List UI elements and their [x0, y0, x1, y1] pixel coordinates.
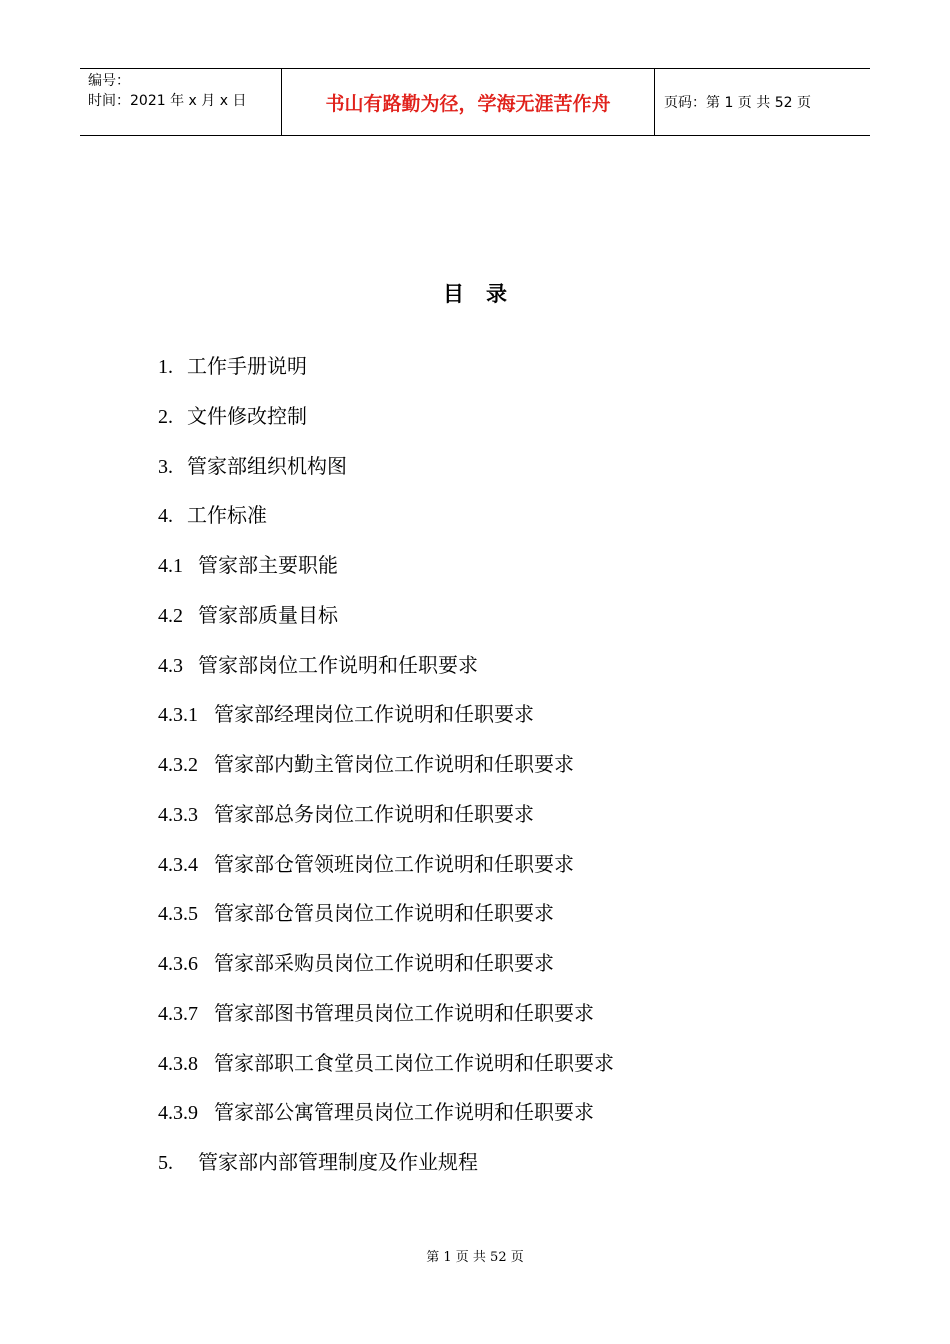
toc-item[interactable]: [158, 352, 614, 402]
toc-item-number: 4.3.6: [158, 953, 198, 975]
header-motto: 书山有路勤为径，学海无涯苦作舟: [282, 69, 655, 135]
toc-item-label: 管家部仓管员岗位工作说明和任职要求: [214, 901, 554, 926]
toc-item-label: 工作手册说明: [187, 354, 307, 378]
toc-item[interactable]: [158, 601, 614, 651]
toc-item-label: 管家部质量目标: [198, 602, 338, 627]
header-meta: [80, 69, 282, 135]
toc-item-label: 管家部经理岗位工作说明和任职要求: [214, 702, 534, 727]
toc-item[interactable]: [158, 651, 614, 701]
toc-item-number: 3.: [158, 455, 173, 478]
toc-item-label: 管家部内部管理制度及作业规程: [198, 1150, 478, 1174]
toc-item-label: 管家部职工食堂员工岗位工作说明和任职要求: [214, 1050, 614, 1075]
toc-item-label: 管家部图书管理员岗位工作说明和任职要求: [214, 1000, 594, 1025]
toc-item-label: 文件修改控制: [187, 403, 307, 428]
toc-item-number: 5.: [158, 1152, 173, 1174]
toc-item-label: 管家部主要职能: [198, 553, 338, 577]
toc-item-number: 4.3.1: [158, 704, 198, 727]
header-page-info: 页码：第 1 页 共 52 页: [664, 95, 811, 111]
document-time-label: 时间：2021 年 x 月 x 日: [88, 93, 247, 109]
toc-item[interactable]: [158, 850, 614, 900]
toc-item-number: 4.3.8: [158, 1052, 198, 1075]
toc-item-number: 4.3.9: [158, 1102, 198, 1125]
toc-item-label: 管家部组织机构图: [187, 453, 347, 478]
table-of-contents: [158, 352, 614, 1198]
toc-item[interactable]: [158, 402, 614, 452]
toc-item-label: 管家部公寓管理员岗位工作说明和任职要求: [214, 1100, 594, 1125]
toc-item-number: 4.3.3: [158, 803, 198, 826]
toc-item[interactable]: [158, 949, 614, 999]
toc-item-label: 管家部仓管领班岗位工作说明和任职要求: [214, 851, 574, 876]
toc-item[interactable]: [158, 501, 614, 551]
toc-item-number: 1.: [158, 356, 173, 378]
toc-item-label: 管家部采购员岗位工作说明和任职要求: [214, 951, 554, 975]
page-footer: 第 1 页 共 52 页: [426, 1250, 524, 1265]
toc-item-number: 4.3.4: [158, 853, 198, 876]
document-number-label: 编号：: [88, 73, 130, 89]
toc-item-number: 4.3.7: [158, 1002, 198, 1025]
toc-item[interactable]: [158, 1049, 614, 1099]
toc-title: 目录: [443, 282, 529, 306]
toc-item-label: 管家部内勤主管岗位工作说明和任职要求: [214, 752, 574, 776]
toc-item[interactable]: [158, 1148, 614, 1198]
toc-item[interactable]: [158, 899, 614, 949]
toc-item-number: 4.2: [158, 604, 183, 627]
toc-item[interactable]: [158, 452, 614, 502]
toc-item-label: 管家部岗位工作说明和任职要求: [198, 652, 478, 677]
toc-item[interactable]: [158, 551, 614, 601]
toc-item[interactable]: [158, 1098, 614, 1148]
toc-item-number: 4.: [158, 505, 173, 528]
toc-item-number: 2.: [158, 405, 173, 428]
toc-item-label: 管家部总务岗位工作说明和任职要求: [214, 801, 534, 826]
toc-item-number: 4.3: [158, 654, 183, 677]
toc-item-label: 工作标准: [187, 503, 267, 528]
document-header: [80, 68, 870, 136]
toc-item[interactable]: [158, 750, 614, 800]
toc-item[interactable]: [158, 999, 614, 1049]
toc-item-number: 4.3.2: [158, 754, 198, 776]
toc-item-number: 4.1: [158, 555, 183, 577]
toc-item[interactable]: [158, 700, 614, 750]
toc-item-number: 4.3.5: [158, 903, 198, 926]
toc-item[interactable]: [158, 800, 614, 850]
